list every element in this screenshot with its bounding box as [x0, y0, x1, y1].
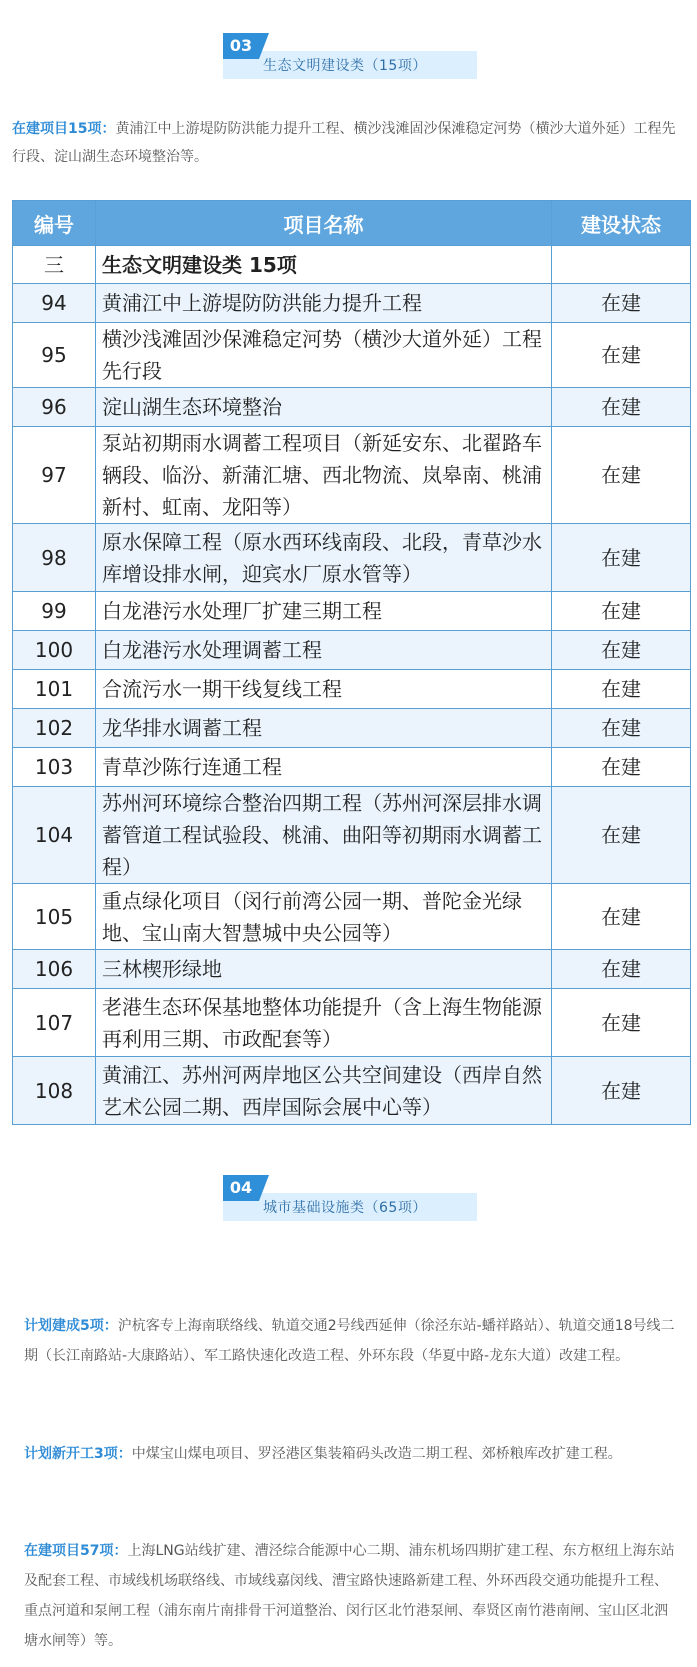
row-status: 在建	[552, 631, 691, 670]
row-status: 在建	[552, 323, 691, 388]
section-number: 04	[223, 1175, 259, 1201]
table-row	[13, 670, 691, 709]
paragraph-label: 计划新开工3项：	[24, 1446, 132, 1462]
row-project-name: 重点绿化项目（闵行前湾公园一期、普陀金光绿地、宝山南大智慧城中央公园等）	[96, 884, 552, 950]
row-status: 在建	[552, 1057, 691, 1125]
section-title: 生态文明建设类（15项）	[263, 58, 427, 74]
header-project-name: 项目名称	[96, 201, 552, 246]
paragraph-text: 上海LNG站线扩建、漕泾综合能源中心二期、浦东机场四期扩建工程、东方枢纽上海东站及配套工程、市域线机场联络线、市域线嘉闵线、漕宝路快速路新建工程、外环西段交通功能提升工程、重点河道和泵闸工程（浦东南片南排骨干河道整治、闵行区北竹港泵闸、奉贤区南竹港南闸、宝山区北泗塘水闸等）等。	[24, 1543, 675, 1649]
row-status: 在建	[552, 884, 691, 950]
table-row	[13, 631, 691, 670]
table-row	[13, 284, 691, 323]
row-status: 在建	[552, 284, 691, 323]
category-row	[13, 246, 691, 284]
section-badge-04	[223, 1175, 477, 1221]
row-number: 三	[13, 246, 96, 284]
section4-paragraph-in-progress	[24, 1536, 679, 1656]
section-number: 03	[223, 33, 259, 59]
row-project-name: 白龙港污水处理调蓄工程	[96, 631, 552, 670]
paragraph-text: 沪杭客专上海南联络线、轨道交通2号线西延伸（徐泾东站-蟠祥路站）、轨道交通18号线二期（长江南路站-大康路站）、军工路快速化改造工程、外环东段（华夏中路-龙东大道）改建工程。	[24, 1318, 675, 1364]
header-status: 建设状态	[552, 201, 691, 246]
row-status: 在建	[552, 670, 691, 709]
row-number: 100	[13, 631, 96, 670]
table-row	[13, 388, 691, 427]
row-project-name: 白龙港污水处理厂扩建三期工程	[96, 592, 552, 631]
row-project-name: 生态文明建设类 15项	[96, 246, 552, 284]
paragraph-text: 中煤宝山煤电项目、罗泾港区集装箱码头改造二期工程、郊桥粮库改扩建工程。	[131, 1446, 622, 1462]
row-number: 94	[13, 284, 96, 323]
header-number: 编号	[13, 201, 96, 246]
row-project-name: 三林楔形绿地	[96, 950, 552, 989]
table-row	[13, 709, 691, 748]
row-status: 在建	[552, 709, 691, 748]
row-number: 104	[13, 787, 96, 884]
section-badge-03	[223, 33, 477, 79]
row-project-name: 苏州河环境综合整治四期工程（苏州河深层排水调蓄管道工程试验段、桃浦、曲阳等初期雨水调蓄工程）	[96, 787, 552, 884]
row-project-name: 合流污水一期干线复线工程	[96, 670, 552, 709]
row-number: 106	[13, 950, 96, 989]
row-number: 103	[13, 748, 96, 787]
row-number: 107	[13, 989, 96, 1057]
paragraph-label: 计划建成5项：	[24, 1318, 118, 1334]
row-status: 在建	[552, 787, 691, 884]
row-status: 在建	[552, 388, 691, 427]
table-row	[13, 524, 691, 592]
table-row	[13, 950, 691, 989]
table-row	[13, 884, 691, 950]
table-row	[13, 748, 691, 787]
table-header-row	[13, 201, 691, 246]
row-project-name: 原水保障工程（原水西环线南段、北段，青草沙水库增设排水闸，迎宾水厂原水管等）	[96, 524, 552, 592]
row-status: 在建	[552, 950, 691, 989]
row-number: 98	[13, 524, 96, 592]
row-status	[552, 246, 691, 284]
section4-paragraph-completed	[24, 1311, 679, 1371]
table-row	[13, 1057, 691, 1125]
row-project-name: 黄浦江中上游堤防防洪能力提升工程	[96, 284, 552, 323]
row-number: 108	[13, 1057, 96, 1125]
row-number: 99	[13, 592, 96, 631]
row-status: 在建	[552, 748, 691, 787]
project-table	[12, 200, 691, 1125]
row-number: 102	[13, 709, 96, 748]
table-row	[13, 787, 691, 884]
section4-paragraph-new-start	[24, 1439, 679, 1469]
row-status: 在建	[552, 427, 691, 524]
row-number: 105	[13, 884, 96, 950]
row-project-name: 黄浦江、苏州河两岸地区公共空间建设（西岸自然艺术公园二期、西岸国际会展中心等）	[96, 1057, 552, 1125]
table-row	[13, 323, 691, 388]
table-row	[13, 592, 691, 631]
row-number: 101	[13, 670, 96, 709]
row-project-name: 老港生态环保基地整体功能提升（含上海生物能源再利用三期、市政配套等）	[96, 989, 552, 1057]
paragraph-text: 黄浦江中上游堤防防洪能力提升工程、横沙浅滩固沙保滩稳定河势（横沙大道外延）工程先行段、淀山湖生态环境整治等。	[12, 121, 676, 165]
row-project-name: 横沙浅滩固沙保滩稳定河势（横沙大道外延）工程先行段	[96, 323, 552, 388]
section3-paragraph	[12, 115, 687, 171]
row-status: 在建	[552, 524, 691, 592]
table-row	[13, 989, 691, 1057]
row-project-name: 青草沙陈行连通工程	[96, 748, 552, 787]
row-number: 97	[13, 427, 96, 524]
row-project-name: 龙华排水调蓄工程	[96, 709, 552, 748]
table-row	[13, 427, 691, 524]
row-number: 96	[13, 388, 96, 427]
section-title: 城市基础设施类（65项）	[263, 1200, 427, 1216]
row-project-name: 淀山湖生态环境整治	[96, 388, 552, 427]
paragraph-label: 在建项目15项：	[12, 121, 116, 137]
row-status: 在建	[552, 989, 691, 1057]
row-status: 在建	[552, 592, 691, 631]
paragraph-label: 在建项目57项：	[24, 1543, 128, 1559]
row-project-name: 泵站初期雨水调蓄工程项目（新延安东、北翟路车辆段、临汾、新蒲汇塘、西北物流、岚皋南、桃浦新村、虹南、龙阳等）	[96, 427, 552, 524]
row-number: 95	[13, 323, 96, 388]
